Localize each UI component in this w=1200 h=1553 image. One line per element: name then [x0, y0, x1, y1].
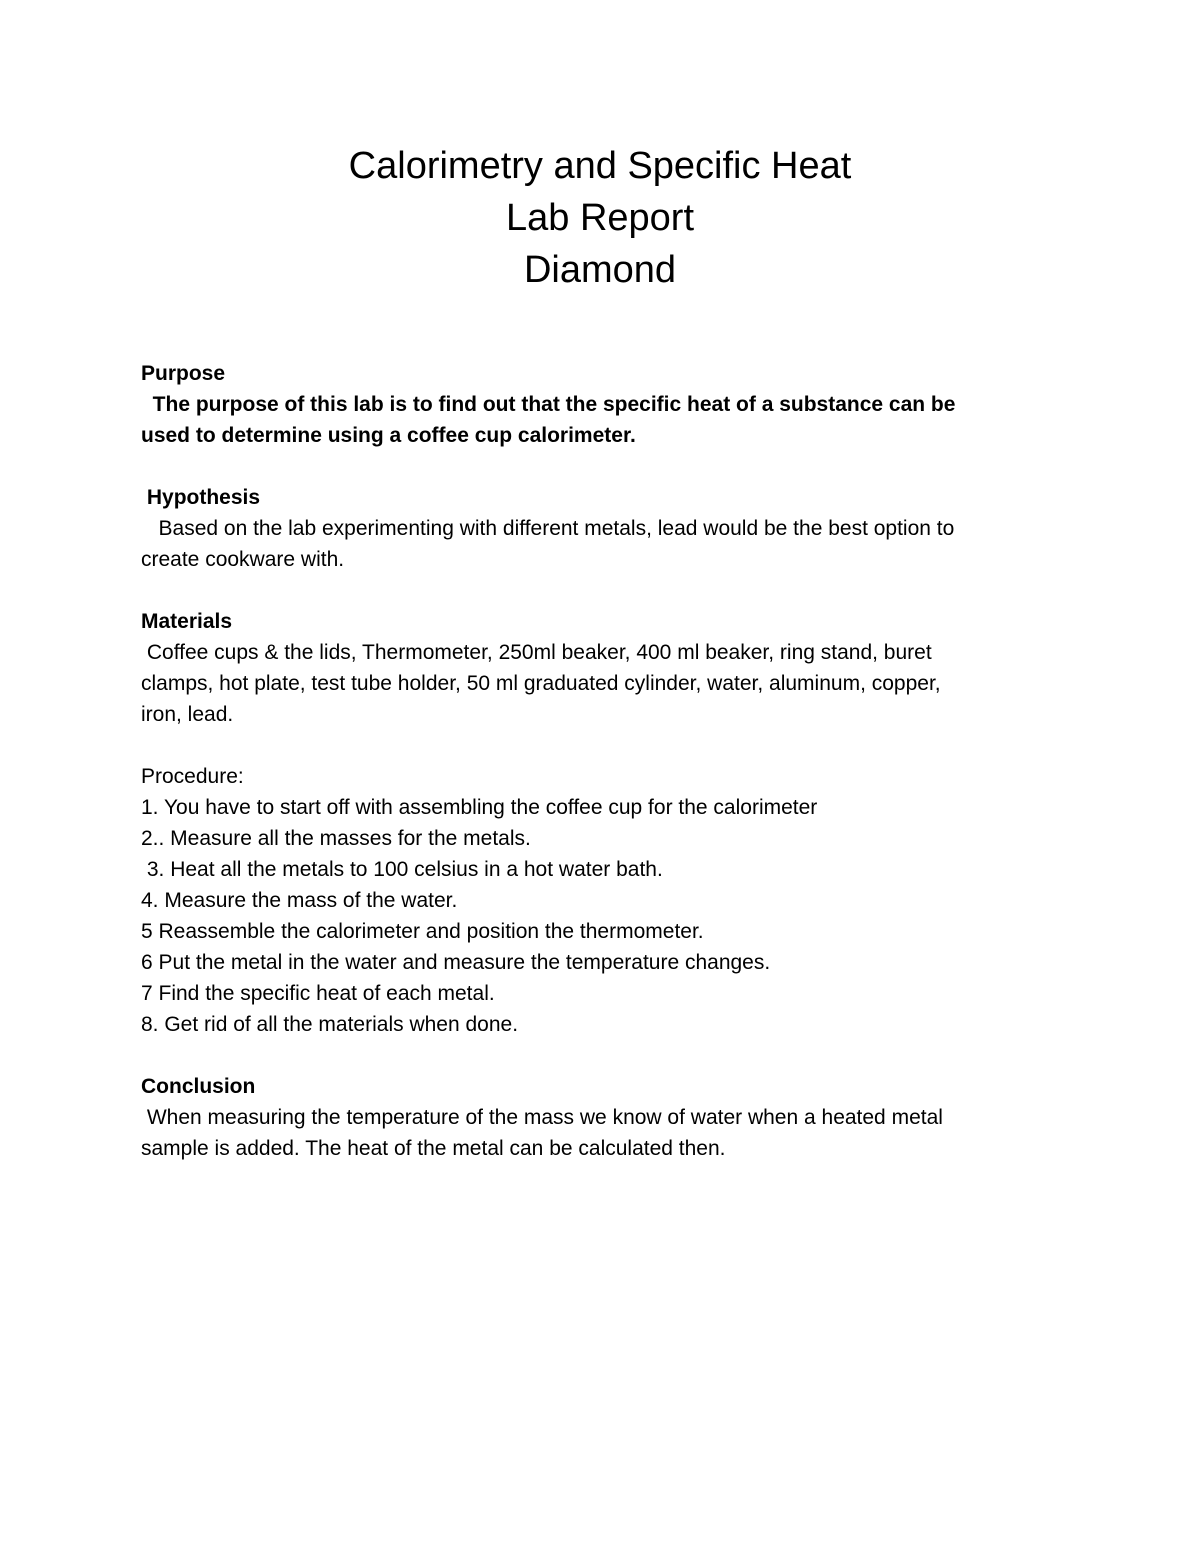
hypothesis-text-line: create cookware with. — [141, 548, 345, 571]
spacer — [141, 451, 1061, 482]
document-author: Diamond — [523, 249, 677, 291]
conclusion-text-line: When measuring the temperature of the mass we know of water when a heated metal — [141, 1106, 943, 1129]
conclusion-text-line: sample is added. The heat of the metal can be calculated then. — [141, 1137, 726, 1160]
procedure-heading: Procedure: — [141, 765, 244, 788]
conclusion-section — [141, 1071, 1061, 1164]
purpose-text-line: used to determine using a coffee cup calorimeter. — [141, 424, 636, 447]
purpose-section — [141, 358, 1061, 451]
procedure-step: 3. Heat all the metals to 100 celsius in a hot water bath. — [141, 858, 663, 881]
procedure-step: 4. Measure the mass of the water. — [141, 889, 458, 912]
procedure-step: 2.. Measure all the masses for the metals. — [141, 827, 531, 850]
procedure-step: 1. You have to start off with assembling the coffee cup for the calorimeter — [141, 796, 818, 819]
materials-section — [141, 606, 1061, 730]
materials-text-line: iron, lead. — [141, 703, 234, 726]
materials-text-line: clamps, hot plate, test tube holder, 50 ml graduated cylinder, water, aluminum, copper, — [141, 672, 941, 695]
document-title: Calorimetry and Specific Heat — [348, 145, 852, 187]
spacer — [141, 730, 1061, 761]
hypothesis-section — [141, 482, 1061, 575]
procedure-step: 8. Get rid of all the materials when done. — [141, 1013, 519, 1036]
procedure-step: 5 Reassemble the calorimeter and position the thermometer. — [141, 920, 704, 943]
hypothesis-heading: Hypothesis — [141, 486, 261, 509]
document-body — [141, 358, 1061, 1164]
conclusion-heading: Conclusion — [141, 1075, 256, 1098]
procedure-section — [141, 761, 1061, 1040]
purpose-heading: Purpose — [141, 362, 226, 385]
materials-text-line: Coffee cups & the lids, Thermometer, 250ml beaker, 400 ml beaker, ring stand, buret — [141, 641, 932, 664]
spacer — [141, 1040, 1061, 1071]
procedure-step: 6 Put the metal in the water and measure the temperature changes. — [141, 951, 771, 974]
materials-heading: Materials — [141, 610, 233, 633]
procedure-step: 7 Find the specific heat of each metal. — [141, 982, 495, 1005]
spacer — [141, 575, 1061, 606]
purpose-text-line: The purpose of this lab is to find out that the specific heat of a substance can be — [141, 393, 956, 416]
document-subtitle: Lab Report — [505, 197, 694, 239]
hypothesis-text-line: Based on the lab experimenting with different metals, lead would be the best option to — [141, 517, 955, 540]
title-block — [0, 140, 1200, 296]
